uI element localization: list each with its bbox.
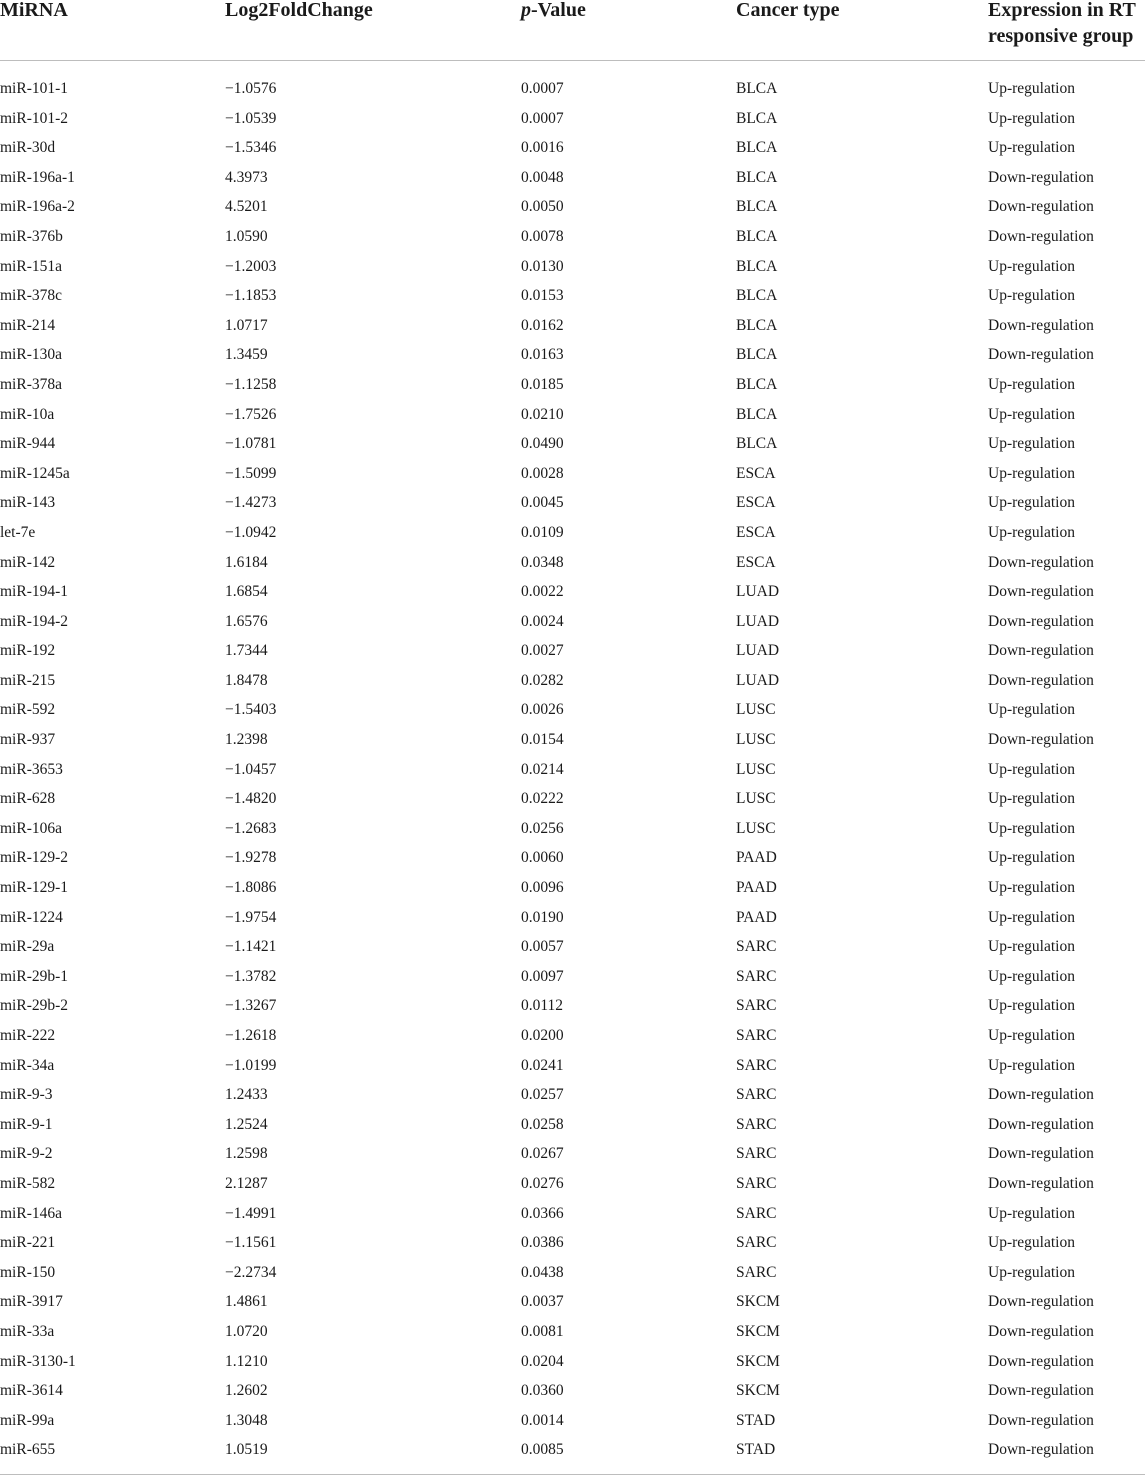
log2fc-cell: 1.0717 [225, 316, 268, 334]
table-row [0, 577, 1145, 607]
log2fc-cell: −1.8086 [225, 879, 277, 897]
cancer-type-cell: SARC [736, 1056, 777, 1074]
table-row [0, 548, 1145, 578]
mirna-cell: miR-129-1 [0, 879, 69, 897]
expression-cell: Down-regulation [988, 1145, 1094, 1163]
pvalue-cell: 0.0204 [521, 1352, 564, 1370]
cancer-type-cell: SARC [736, 1174, 777, 1192]
expression-cell: Down-regulation [988, 1293, 1094, 1311]
log2fc-cell: −1.4991 [225, 1204, 277, 1222]
pvalue-cell: 0.0154 [521, 731, 564, 749]
table-row [0, 784, 1145, 814]
cancer-type-cell: SARC [736, 997, 777, 1015]
log2fc-cell: −1.2003 [225, 257, 277, 275]
pvalue-cell: 0.0109 [521, 523, 564, 541]
log2fc-cell: 1.0590 [225, 227, 268, 245]
cancer-type-cell: LUAD [736, 583, 780, 601]
pvalue-cell: 0.0386 [521, 1234, 564, 1252]
pvalue-cell: 0.0014 [521, 1411, 564, 1429]
table-row [0, 133, 1145, 163]
table-row [0, 1406, 1145, 1436]
expression-cell: Down-regulation [988, 1086, 1094, 1104]
expression-cell: Up-regulation [988, 287, 1075, 305]
pvalue-cell: 0.0214 [521, 760, 564, 778]
cancer-type-cell: SKCM [736, 1352, 780, 1370]
expression-cell: Up-regulation [988, 375, 1075, 393]
pvalue-cell: 0.0267 [521, 1145, 564, 1163]
mirna-cell: miR-1224 [0, 908, 63, 926]
expression-cell: Down-regulation [988, 671, 1094, 689]
pvalue-cell: 0.0490 [521, 435, 564, 453]
expression-cell: Up-regulation [988, 257, 1075, 275]
log2fc-cell: −1.0199 [225, 1056, 277, 1074]
log2fc-cell: −1.5403 [225, 701, 277, 719]
cancer-type-cell: PAAD [736, 849, 777, 867]
log2fc-cell: −1.0576 [225, 80, 277, 97]
table-row [0, 1199, 1145, 1229]
log2fc-cell: −1.3782 [225, 967, 277, 985]
cancer-type-cell: BLCA [736, 287, 778, 305]
cancer-type-cell: SARC [736, 938, 777, 956]
pvalue-cell: 0.0057 [521, 938, 564, 956]
mirna-cell: let-7e [0, 523, 36, 541]
pvalue-cell: 0.0096 [521, 879, 564, 897]
mirna-cell: miR-194-1 [0, 583, 69, 601]
mirna-cell: miR-146a [0, 1204, 62, 1222]
cancer-type-cell: STAD [736, 1411, 776, 1429]
log2fc-cell: −1.1561 [225, 1234, 277, 1252]
log2fc-cell: −1.2683 [225, 819, 277, 837]
expression-cell: Down-regulation [988, 1322, 1094, 1340]
expression-cell: Up-regulation [988, 405, 1075, 423]
mirna-cell: miR-9-1 [0, 1115, 53, 1133]
mirna-cell: miR-101-2 [0, 109, 69, 127]
table-row [0, 636, 1145, 666]
mirna-cell: miR-142 [0, 553, 56, 571]
expression-cell: Down-regulation [988, 1174, 1094, 1192]
cancer-type-cell: SARC [736, 1204, 777, 1222]
expression-cell: Up-regulation [988, 967, 1075, 985]
mirna-cell: miR-592 [0, 701, 56, 719]
log2fc-cell: 1.2598 [225, 1145, 268, 1163]
log2fc-cell: 1.6184 [225, 553, 268, 571]
table-body [0, 74, 1145, 1465]
cancer-type-cell: LUAD [736, 612, 780, 630]
cancer-type-cell: ESCA [736, 523, 776, 541]
header-divider [0, 60, 1145, 61]
table-row [0, 1347, 1145, 1377]
mirna-cell: miR-9-2 [0, 1145, 53, 1163]
expression-cell: Up-regulation [988, 938, 1075, 956]
cancer-type-cell: BLCA [736, 227, 778, 245]
table-row [0, 1435, 1145, 1465]
log2fc-cell: 1.0720 [225, 1322, 268, 1340]
pvalue-cell: 0.0256 [521, 819, 564, 837]
pvalue-cell: 0.0185 [521, 375, 564, 393]
log2fc-cell: 4.3973 [225, 168, 268, 186]
cancer-type-cell: BLCA [736, 346, 778, 364]
pvalue-cell: 0.0112 [521, 997, 564, 1015]
pvalue-cell: 0.0085 [521, 1441, 564, 1459]
pvalue-cell: 0.0190 [521, 908, 564, 926]
table-row [0, 991, 1145, 1021]
cancer-type-cell: PAAD [736, 908, 777, 926]
expression-cell: Down-regulation [988, 227, 1094, 245]
cancer-type-cell: SARC [736, 1145, 777, 1163]
mirna-cell: miR-130a [0, 346, 62, 364]
expression-cell: Down-regulation [988, 583, 1094, 601]
pvalue-cell: 0.0022 [521, 583, 564, 601]
log2fc-cell: 1.2433 [225, 1086, 268, 1104]
expression-cell: Down-regulation [988, 1382, 1094, 1400]
expression-cell: Up-regulation [988, 997, 1075, 1015]
cancer-type-cell: BLCA [736, 316, 778, 334]
cancer-type-cell: SARC [736, 967, 777, 985]
expression-cell: Down-regulation [988, 198, 1094, 216]
log2fc-cell: −1.0781 [225, 435, 277, 453]
table-row [0, 370, 1145, 400]
pvalue-cell: 0.0037 [521, 1293, 564, 1311]
table-row [0, 814, 1145, 844]
pvalue-cell: 0.0007 [521, 109, 564, 127]
log2fc-cell: −1.4273 [225, 494, 277, 512]
pvalue-cell: 0.0210 [521, 405, 564, 423]
mirna-cell: miR-215 [0, 671, 56, 689]
log2fc-cell: −1.9278 [225, 849, 277, 867]
table-row [0, 1258, 1145, 1288]
expression-cell: Down-regulation [988, 168, 1094, 186]
log2fc-cell: −1.0539 [225, 109, 277, 127]
cancer-type-cell: SARC [736, 1115, 777, 1133]
table-row [0, 459, 1145, 489]
cancer-type-cell: ESCA [736, 553, 776, 571]
table-row [0, 607, 1145, 637]
mirna-cell: miR-151a [0, 257, 62, 275]
pvalue-cell: 0.0081 [521, 1322, 564, 1340]
table-row [0, 518, 1145, 548]
expression-cell: Down-regulation [988, 642, 1094, 660]
log2fc-cell: 1.3048 [225, 1411, 268, 1429]
pvalue-cell: 0.0024 [521, 612, 564, 630]
expression-cell: Up-regulation [988, 435, 1075, 453]
pvalue-cell: 0.0016 [521, 139, 564, 157]
expression-cell: Up-regulation [988, 701, 1075, 719]
cancer-type-cell: LUAD [736, 642, 780, 660]
table-row [0, 340, 1145, 370]
table-header [0, 0, 1145, 60]
table-row [0, 252, 1145, 282]
pvalue-cell: 0.0026 [521, 701, 564, 719]
header-cancer-type: Cancer type [736, 0, 840, 21]
mirna-cell: miR-34a [0, 1056, 55, 1074]
mirna-cell: miR-101-1 [0, 80, 69, 97]
table-row [0, 962, 1145, 992]
log2fc-cell: −1.1853 [225, 287, 277, 305]
cancer-type-cell: SARC [736, 1086, 777, 1104]
cancer-type-cell: SARC [736, 1027, 777, 1044]
header-log2foldchange: Log2FoldChange [225, 0, 373, 21]
expression-cell: Up-regulation [988, 819, 1075, 837]
header-mirna: MiRNA [0, 0, 68, 21]
mirna-cell: miR-29a [0, 938, 55, 956]
cancer-type-cell: ESCA [736, 464, 776, 482]
header-expression [988, 0, 1136, 49]
cancer-type-cell: STAD [736, 1441, 776, 1459]
mirna-cell: miR-106a [0, 819, 62, 837]
pvalue-cell: 0.0060 [521, 849, 564, 867]
table-row [0, 755, 1145, 785]
table-row [0, 400, 1145, 430]
log2fc-cell: 2.1287 [225, 1174, 268, 1192]
mirna-cell: miR-150 [0, 1263, 56, 1281]
table-row [0, 1287, 1145, 1317]
table-row [0, 1139, 1145, 1169]
pvalue-cell: 0.0348 [521, 553, 564, 571]
expression-cell: Up-regulation [988, 80, 1075, 97]
expression-cell: Down-regulation [988, 346, 1094, 364]
log2fc-cell: 1.2398 [225, 731, 268, 749]
mirna-cell: miR-937 [0, 731, 56, 749]
pvalue-cell: 0.0078 [521, 227, 564, 245]
pvalue-cell: 0.0163 [521, 346, 564, 364]
table-row [0, 903, 1145, 933]
pvalue-cell: 0.0258 [521, 1115, 564, 1133]
pvalue-cell: 0.0153 [521, 287, 564, 305]
log2fc-cell: 1.3459 [225, 346, 268, 364]
pvalue-cell: 0.0282 [521, 671, 564, 689]
mirna-cell: miR-378a [0, 375, 62, 393]
cancer-type-cell: LUSC [736, 760, 776, 778]
cancer-type-cell: LUSC [736, 819, 776, 837]
pvalue-cell: 0.0027 [521, 642, 564, 660]
cancer-type-cell: BLCA [736, 435, 778, 453]
table-row [0, 281, 1145, 311]
cancer-type-cell: BLCA [736, 198, 778, 216]
pvalue-cell: 0.0276 [521, 1174, 564, 1192]
table-row [0, 873, 1145, 903]
log2fc-cell: −1.7526 [225, 405, 277, 423]
mirna-cell: miR-143 [0, 494, 56, 512]
cancer-type-cell: BLCA [736, 168, 778, 186]
pvalue-cell: 0.0130 [521, 257, 564, 275]
table-row [0, 74, 1145, 104]
mirna-cell: miR-944 [0, 435, 56, 453]
pvalue-cell: 0.0257 [521, 1086, 564, 1104]
expression-cell: Down-regulation [988, 316, 1094, 334]
header-expression-line1: Expression in RT [988, 0, 1136, 21]
expression-cell: Up-regulation [988, 760, 1075, 778]
log2fc-cell: −1.5099 [225, 464, 277, 482]
expression-cell: Down-regulation [988, 553, 1094, 571]
mirna-cell: miR-3917 [0, 1293, 63, 1311]
table-row [0, 1376, 1145, 1406]
table-row [0, 843, 1145, 873]
expression-cell: Up-regulation [988, 139, 1075, 157]
mirna-cell: miR-196a-2 [0, 198, 75, 216]
cancer-type-cell: ESCA [736, 494, 776, 512]
cancer-type-cell: SKCM [736, 1293, 780, 1311]
log2fc-cell: 1.1210 [225, 1352, 268, 1370]
log2fc-cell: 1.6576 [225, 612, 268, 630]
mirna-cell: miR-628 [0, 790, 56, 808]
table-row [0, 1317, 1145, 1347]
mirna-cell: miR-30d [0, 139, 56, 157]
cancer-type-cell: BLCA [736, 109, 778, 127]
pvalue-cell: 0.0028 [521, 464, 564, 482]
cancer-type-cell: LUSC [736, 701, 776, 719]
log2fc-cell: −1.0942 [225, 523, 277, 541]
pvalue-cell: 0.0007 [521, 80, 564, 97]
expression-cell: Down-regulation [988, 1352, 1094, 1370]
table-bottom-rule [0, 1474, 1145, 1475]
table-row [0, 311, 1145, 341]
expression-cell: Up-regulation [988, 1056, 1075, 1074]
pvalue-cell: 0.0241 [521, 1056, 564, 1074]
mirna-cell: miR-192 [0, 642, 56, 660]
log2fc-cell: −1.4820 [225, 790, 277, 808]
cancer-type-cell: PAAD [736, 879, 777, 897]
log2fc-cell: 1.8478 [225, 671, 268, 689]
table-row [0, 1051, 1145, 1081]
log2fc-cell: −1.1258 [225, 375, 277, 393]
log2fc-cell: 1.6854 [225, 583, 268, 601]
cancer-type-cell: SARC [736, 1234, 777, 1252]
mirna-cell: miR-29b-2 [0, 997, 69, 1015]
table-row [0, 429, 1145, 459]
mirna-cell: miR-3614 [0, 1382, 63, 1400]
mirna-cell: miR-196a-1 [0, 168, 75, 186]
table-row [0, 222, 1145, 252]
mirna-cell: miR-655 [0, 1441, 56, 1459]
header-p-value-suffix: -Value [531, 0, 586, 21]
cancer-type-cell: LUSC [736, 790, 776, 808]
mirna-cell: miR-10a [0, 405, 55, 423]
table-row [0, 104, 1145, 134]
log2fc-cell: −1.5346 [225, 139, 277, 157]
pvalue-cell: 0.0050 [521, 198, 564, 216]
expression-cell: Down-regulation [988, 1115, 1094, 1133]
header-p-value-p: p [521, 0, 531, 21]
cancer-type-cell: SKCM [736, 1382, 780, 1400]
log2fc-cell: −2.2734 [225, 1263, 277, 1281]
pvalue-cell: 0.0045 [521, 494, 564, 512]
log2fc-cell: 1.2524 [225, 1115, 268, 1133]
expression-cell: Down-regulation [988, 1441, 1094, 1459]
pvalue-cell: 0.0366 [521, 1204, 564, 1222]
table-row [0, 1169, 1145, 1199]
cancer-type-cell: BLCA [736, 257, 778, 275]
mirna-cell: miR-3653 [0, 760, 63, 778]
expression-cell: Up-regulation [988, 494, 1075, 512]
expression-cell: Down-regulation [988, 731, 1094, 749]
log2fc-cell: −1.2618 [225, 1027, 277, 1044]
table-row [0, 666, 1145, 696]
table-row [0, 725, 1145, 755]
expression-cell: Up-regulation [988, 790, 1075, 808]
mirna-cell: miR-221 [0, 1234, 56, 1252]
log2fc-cell: −1.0457 [225, 760, 277, 778]
table-row [0, 488, 1145, 518]
expression-cell: Up-regulation [988, 1204, 1075, 1222]
mirna-cell: miR-29b-1 [0, 967, 69, 985]
log2fc-cell: 1.7344 [225, 642, 268, 660]
expression-cell: Down-regulation [988, 612, 1094, 630]
log2fc-cell: −1.3267 [225, 997, 277, 1015]
expression-cell: Down-regulation [988, 1411, 1094, 1429]
mirna-cell: miR-376b [0, 227, 63, 245]
expression-cell: Up-regulation [988, 109, 1075, 127]
expression-cell: Up-regulation [988, 908, 1075, 926]
pvalue-cell: 0.0360 [521, 1382, 564, 1400]
expression-cell: Up-regulation [988, 849, 1075, 867]
table-row [0, 192, 1145, 222]
table-row [0, 1228, 1145, 1258]
cancer-type-cell: LUAD [736, 671, 780, 689]
mirna-cell: miR-33a [0, 1322, 55, 1340]
mirna-cell: miR-194-2 [0, 612, 69, 630]
table-row [0, 1110, 1145, 1140]
cancer-type-cell: LUSC [736, 731, 776, 749]
log2fc-cell: −1.9754 [225, 908, 277, 926]
table-row [0, 163, 1145, 193]
mirna-cell: miR-378c [0, 287, 62, 305]
cancer-type-cell: SARC [736, 1263, 777, 1281]
mirna-cell: miR-214 [0, 316, 56, 334]
expression-cell: Up-regulation [988, 1027, 1075, 1044]
log2fc-cell: −1.1421 [225, 938, 277, 956]
log2fc-cell: 1.2602 [225, 1382, 268, 1400]
pvalue-cell: 0.0200 [521, 1027, 564, 1044]
table-row [0, 1021, 1145, 1051]
table-row [0, 932, 1145, 962]
table-row [0, 1080, 1145, 1110]
table-row [0, 695, 1145, 725]
pvalue-cell: 0.0162 [521, 316, 564, 334]
log2fc-cell: 1.0519 [225, 1441, 268, 1459]
cancer-type-cell: SKCM [736, 1322, 780, 1340]
expression-cell: Up-regulation [988, 464, 1075, 482]
header-expression-line2: responsive group [988, 25, 1134, 47]
mirna-cell: miR-582 [0, 1174, 56, 1192]
mirna-cell: miR-99a [0, 1411, 55, 1429]
pvalue-cell: 0.0048 [521, 168, 564, 186]
log2fc-cell: 4.5201 [225, 198, 268, 216]
mirna-cell: miR-3130-1 [0, 1352, 76, 1370]
cancer-type-cell: BLCA [736, 139, 778, 157]
mirna-cell: miR-9-3 [0, 1086, 53, 1104]
header-p-value [521, 0, 586, 23]
cancer-type-cell: BLCA [736, 405, 778, 423]
mirna-cell: miR-1245a [0, 464, 70, 482]
pvalue-cell: 0.0438 [521, 1263, 564, 1281]
cancer-type-cell: BLCA [736, 80, 778, 97]
log2fc-cell: 1.4861 [225, 1293, 268, 1311]
expression-cell: Up-regulation [988, 879, 1075, 897]
pvalue-cell: 0.0097 [521, 967, 564, 985]
mirna-cell: miR-222 [0, 1027, 56, 1044]
pvalue-cell: 0.0222 [521, 790, 564, 808]
cancer-type-cell: BLCA [736, 375, 778, 393]
mirna-cell: miR-129-2 [0, 849, 69, 867]
expression-cell: Up-regulation [988, 523, 1075, 541]
expression-cell: Up-regulation [988, 1263, 1075, 1281]
expression-cell: Up-regulation [988, 1234, 1075, 1252]
